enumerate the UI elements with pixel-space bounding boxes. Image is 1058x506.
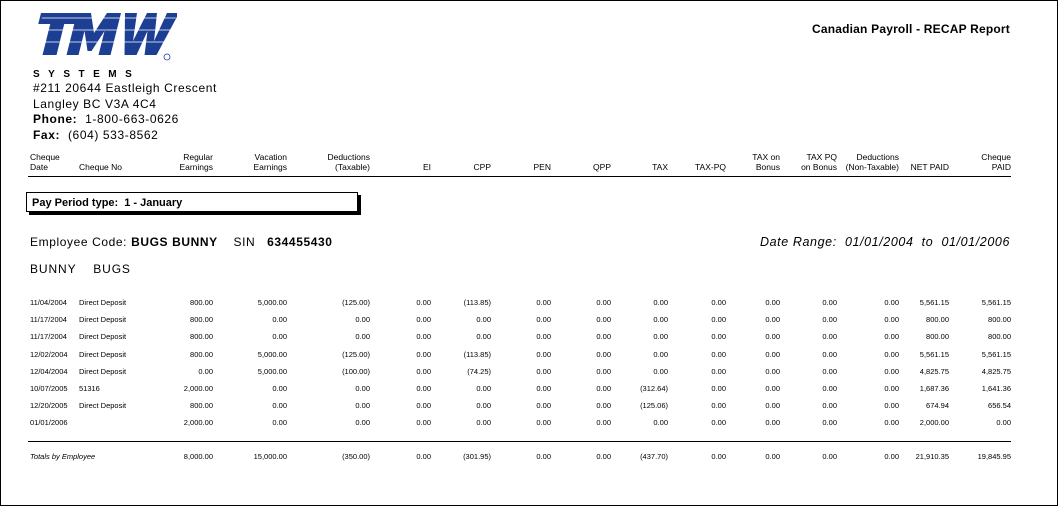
table-cell: 0.00 [653,418,668,427]
totals-cell: (301.95) [463,452,491,461]
table-cell: 0.00 [416,418,431,427]
date-range-to: 01/01/2006 [941,235,1010,249]
table-cell: 5,561.15 [919,350,949,359]
table-cell: (113.85) [463,350,491,359]
table-cell: 800.00 [190,332,213,341]
table-cell: 0.00 [272,384,287,393]
column-header [593,152,611,172]
cell-cheque-no: Direct Deposit [79,315,127,324]
column-header-line1: Cheque [981,152,1011,162]
date-range [760,235,1010,249]
table-cell: 0.00 [711,367,726,376]
column-header-line2: CPP [473,162,491,172]
header-divider [28,176,1011,177]
table-cell: 0.00 [765,418,780,427]
table-cell: 0.00 [272,332,287,341]
table-cell: 0.00 [596,401,611,410]
column-header [79,152,122,172]
column-header-line2: Earnings [179,162,213,172]
column-header-line1: Deductions [856,152,899,162]
table-cell: 1,641.36 [981,384,1011,393]
table-cell: 0.00 [653,367,668,376]
table-cell: 0.00 [198,367,213,376]
cell-cheque-date: 11/04/2004 [30,298,67,307]
table-cell: 0.00 [536,384,551,393]
table-cell: 0.00 [884,418,899,427]
column-header [846,152,899,172]
totals-cell: 19,845.95 [977,452,1011,461]
totals-cell: 15,000.00 [253,452,287,461]
column-header-line1 [423,152,431,162]
cell-cheque-date: 11/17/2004 [30,332,67,341]
table-cell: 0.00 [765,315,780,324]
column-header-line1 [534,152,551,162]
table-cell: 0.00 [596,418,611,427]
table-cell: 0.00 [822,418,837,427]
column-header [253,152,287,172]
totals-divider [28,441,1011,442]
table-cell: 4,825.75 [919,367,949,376]
employee-name: BUNNY BUGS [30,262,131,276]
table-cell: 0.00 [416,367,431,376]
logo-subtitle: SYSTEMS [33,69,141,79]
table-cell: 0.00 [822,401,837,410]
column-header-line1: Vacation [254,152,287,162]
column-header-line2: QPP [593,162,611,172]
table-cell: 0.00 [884,384,899,393]
column-header-line1 [695,152,726,162]
fax-value: (604) 533-8562 [67,127,159,142]
totals-label: Totals by Employee [30,452,96,461]
cell-cheque-no: Direct Deposit [79,298,127,307]
column-header-line1 [593,152,611,162]
table-cell: 0.00 [355,332,370,341]
totals-cell: (437.70) [640,452,668,461]
table-cell: 800.00 [988,315,1011,324]
table-cell: 0.00 [711,298,726,307]
table-cell: 2,000.00 [183,418,213,427]
table-cell: 0.00 [596,298,611,307]
column-header-line2: PAID [991,162,1011,172]
table-cell: 0.00 [536,401,551,410]
cell-cheque-no: Direct Deposit [79,332,127,341]
table-cell: 0.00 [355,384,370,393]
totals-cell: 0.00 [596,452,611,461]
column-header-line2: TAX [652,162,668,172]
column-header-line1: Deductions [327,152,370,162]
report-title: Canadian Payroll - RECAP Report [811,22,1010,36]
table-cell: 0.00 [765,367,780,376]
column-header-line1 [79,152,122,162]
column-header [534,152,551,172]
date-range-to-label: to [921,235,934,249]
pay-period-value: 1 - January [124,197,183,209]
cell-cheque-date: 12/02/2004 [30,350,68,359]
table-cell: 800.00 [988,332,1011,341]
table-cell: 800.00 [190,315,213,324]
table-cell: 0.00 [884,401,899,410]
pay-period-box [26,192,358,212]
table-cell: 0.00 [996,418,1011,427]
column-header [474,152,491,172]
column-header-line1 [911,152,949,162]
table-cell: 0.00 [536,418,551,427]
table-cell: 0.00 [822,384,837,393]
phone-value: 1-800-663-0626 [85,112,179,126]
table-cell: 5,561.15 [981,298,1011,307]
column-header [652,152,668,172]
column-header [327,152,370,172]
table-cell: 0.00 [596,332,611,341]
table-cell: 5,000.00 [257,350,287,359]
table-cell: 0.00 [711,401,726,410]
totals-cell: 0.00 [884,452,899,461]
phone-label: Phone: [33,112,78,126]
totals-cell: 0.00 [765,452,780,461]
column-header-line2: (Taxable) [335,162,370,172]
sin-value: 634455430 [267,235,333,249]
cell-cheque-no: Direct Deposit [79,350,127,359]
table-cell: 2,000.00 [919,418,949,427]
table-cell: 0.00 [765,401,780,410]
column-header-line2: TAX-PQ [694,162,726,172]
sin-label: SIN [233,235,256,249]
cell-cheque-no: Direct Deposit [79,367,127,376]
table-cell: 0.00 [765,332,780,341]
table-cell: 0.00 [272,401,287,410]
table-cell: 0.00 [884,350,899,359]
cell-cheque-date: 12/20/2005 [30,401,68,410]
table-cell: 0.00 [355,315,370,324]
table-cell: 0.00 [416,401,431,410]
employee-code-label: Employee Code: [30,235,128,249]
totals-cell: 0.00 [416,452,431,461]
column-header-line2: on Bonus [801,162,837,172]
table-cell: (113.85) [463,298,491,307]
column-header-line1 [474,152,491,162]
table-cell: 0.00 [476,332,491,341]
table-cell: 0.00 [536,298,551,307]
table-cell: (125.00) [342,350,370,359]
table-cell: 0.00 [711,384,726,393]
column-header-line1: Regular [183,152,213,162]
table-cell: 0.00 [884,315,899,324]
table-cell: 0.00 [711,315,726,324]
address-line-2: Langley BC V3A 4C4 [33,96,157,111]
pay-period-label: Pay Period type: [32,197,119,209]
date-range-label: Date Range: [759,235,837,249]
table-cell: 0.00 [822,367,837,376]
table-cell: 800.00 [190,401,213,410]
cell-cheque-date: 12/04/2004 [30,367,68,376]
table-cell: 0.00 [416,315,431,324]
table-cell: 0.00 [653,332,668,341]
cell-cheque-date: 11/17/2004 [30,315,67,324]
table-cell: 800.00 [926,315,949,324]
table-cell: 0.00 [536,332,551,341]
totals-cell: 0.00 [536,452,551,461]
table-cell: (74.25) [467,367,491,376]
table-cell: 0.00 [272,315,287,324]
table-cell: 5,000.00 [257,298,287,307]
table-cell: 0.00 [416,384,431,393]
table-cell: 0.00 [596,350,611,359]
table-cell: 0.00 [765,384,780,393]
totals-cell: 0.00 [711,452,726,461]
table-cell: 0.00 [822,332,837,341]
column-header [695,152,726,172]
cell-cheque-no: 51316 [79,384,100,393]
column-header-line2: NET PAID [910,162,949,172]
table-cell: 0.00 [536,367,551,376]
fax-label: Fax: [33,127,61,142]
column-header-line2: (Non-Taxable) [845,162,899,172]
company-address [33,81,217,143]
column-header-line2: EI [422,162,431,172]
table-cell: 0.00 [822,298,837,307]
column-header [752,152,780,172]
table-cell: 0.00 [536,315,551,324]
column-header-line2: Bonus [755,162,780,172]
column-header-line1: TAX on [752,152,780,162]
cell-cheque-no: Direct Deposit [79,401,127,410]
table-cell: 800.00 [190,298,213,307]
column-header [801,152,837,172]
table-cell: 0.00 [711,418,726,427]
table-cell: 0.00 [765,298,780,307]
table-cell: 0.00 [416,350,431,359]
table-cell: 0.00 [596,384,611,393]
table-cell: 4,825.75 [981,367,1011,376]
tmw-logo [27,13,177,79]
table-cell: 0.00 [416,298,431,307]
table-cell: 0.00 [884,298,899,307]
table-cell: 0.00 [476,401,491,410]
employee-line [30,235,333,249]
column-header [179,152,213,172]
table-cell: 2,000.00 [183,384,213,393]
table-cell: 0.00 [416,332,431,341]
cell-cheque-date: 10/07/2005 [30,384,68,393]
column-header-line1: Cheque [30,152,60,162]
column-header [911,152,949,172]
totals-cell: 0.00 [822,452,837,461]
column-header-line1: TAX PQ [806,152,837,162]
table-cell: 656.54 [988,401,1011,410]
table-cell: 0.00 [355,401,370,410]
column-header-line1 [652,152,668,162]
table-cell: 0.00 [536,350,551,359]
column-header-line2: Date [30,162,48,172]
totals-cell: 21,910.35 [915,452,949,461]
employee-code: BUGS BUNNY [131,235,218,249]
table-cell: (125.06) [640,401,668,410]
table-cell: 0.00 [884,367,899,376]
table-cell: 1,687.36 [919,384,949,393]
table-cell: 0.00 [596,367,611,376]
table-cell: 5,000.00 [257,367,287,376]
table-cell: 0.00 [272,418,287,427]
table-cell: (125.00) [342,298,370,307]
column-header [30,152,60,172]
column-header [423,152,431,172]
table-cell: 674.94 [926,401,949,410]
cell-cheque-date: 01/01/2006 [30,418,68,427]
table-cell: 0.00 [765,350,780,359]
table-cell: 0.00 [822,350,837,359]
table-cell: 800.00 [190,350,213,359]
table-cell: 0.00 [822,315,837,324]
date-range-from: 01/01/2004 [844,235,914,249]
column-header-line2: PEN [533,162,551,172]
table-cell: 0.00 [476,384,491,393]
table-cell: 800.00 [926,332,949,341]
totals-cell: 8,000.00 [183,452,213,461]
table-cell: 0.00 [884,332,899,341]
table-cell: 0.00 [355,418,370,427]
table-cell: 0.00 [596,315,611,324]
table-cell: 0.00 [476,418,491,427]
address-line-1: #211 20644 Eastleigh Crescent [33,81,217,95]
table-cell: (312.64) [640,384,668,393]
table-cell: 0.00 [476,315,491,324]
table-cell: 0.00 [653,298,668,307]
table-cell: 5,561.15 [981,350,1011,359]
column-header-line2: Cheque No [79,162,123,172]
table-cell: 5,561.15 [919,298,949,307]
totals-cell: (350.00) [342,452,370,461]
column-header [981,152,1011,172]
table-cell: 0.00 [711,350,726,359]
table-cell: 0.00 [653,315,668,324]
table-cell: 0.00 [653,350,668,359]
table-cell: 0.00 [711,332,726,341]
table-cell: (100.00) [342,367,370,376]
column-header-line2: Earnings [253,162,287,172]
